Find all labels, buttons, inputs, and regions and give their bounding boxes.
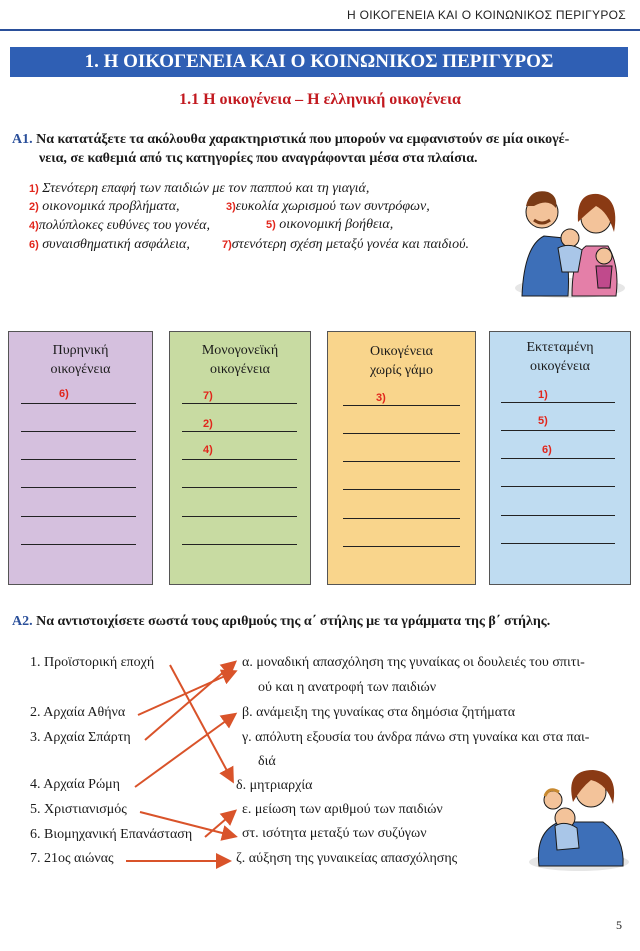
answer-text: 2) [203, 418, 213, 430]
column-b-item-c-cont: διά [258, 754, 276, 769]
item-number: 5) [266, 219, 276, 231]
item-text: συναισθηματική ασφάλεια, [42, 237, 190, 252]
column-a-item-2: 2. Αρχαία Αθήνα [30, 705, 126, 720]
section-title: 1.1 Η οικογένεια – Η ελληνική οικογένεια [179, 91, 461, 108]
column-a-item-6: 6. Βιομηχανική Επανάσταση [30, 827, 193, 842]
column-b-item-z: ζ. αύξηση της γυναικείας απασχόλησης [236, 851, 458, 866]
item-number: 6) [29, 239, 39, 251]
mother-child-illustration [525, 762, 633, 872]
answer-text: 4) [203, 444, 213, 456]
item-text: πολύπλοκες ευθύνες του γονέα, [38, 218, 210, 233]
answer-text: 3) [376, 392, 386, 404]
column-b-item-e: ε. μείωση των αριθμού των παιδιών [242, 802, 443, 817]
match-arrow-3-a [145, 663, 234, 740]
answer-text: 1) [538, 389, 548, 401]
item-text: οικονομική βοήθεια, [279, 217, 394, 232]
item-text: Στενότερη επαφή των παιδιών με τον παππού και τη γιαγιά, [42, 181, 370, 196]
box-title: Πυρηνική οικογένεια [50, 343, 111, 377]
item-text: ευκολία χωρισμού των συντρόφων, [235, 199, 430, 214]
column-a-item-4: 4. Αρχαία Ρώμη [30, 777, 120, 792]
exercise2-number: Α2. [12, 614, 33, 629]
box-title: Οικογένεια χωρίς γάμο [370, 344, 433, 378]
answer-text: 5) [538, 415, 548, 427]
column-b-item-a: α. μοναδική απασχόληση της γυναίκας οι δουλειές του σπιτι- [242, 655, 585, 670]
column-b-item-a-cont: ού και η ανατροφή των παιδιών [258, 680, 437, 695]
answer-text: 7) [203, 390, 213, 402]
exercise1-instruction-line2: νεια, σε καθεμιά από τις κατηγορίες που αναγράφονται μέσα στα πλαίσια. [39, 151, 478, 166]
column-a-item-1: 1. Προϊστορική εποχή [30, 655, 155, 670]
column-a-item-5: 5. Χριστιανισμός [30, 802, 127, 817]
column-a-item-3: 3. Αρχαία Σπάρτη [30, 730, 131, 745]
item-text: οικονομικά προβλήματα, [42, 199, 180, 214]
item-number: 4) [29, 220, 39, 232]
chapter-title: 1. Η ΟΙΚΟΓΕΝΕΙΑ ΚΑΙ Ο ΚΟΙΝΩΝΙΚΟΣ ΠΕΡΙΓΥΡΟΣ [10, 47, 628, 77]
answer-text: 6) [59, 388, 69, 400]
box-title: Μονογονεϊκή οικογένεια [201, 343, 279, 377]
item-number: 2) [29, 201, 39, 213]
column-b-item-st: στ. ισότητα μεταξύ των συζύγων [242, 826, 427, 841]
exercise1-instruction-line1: Να κατατάξετε τα ακόλουθα χαρακτηριστικά που μπορούν να εμφανιστούν σε μία οικογέ- [36, 132, 570, 147]
exercise1-number: Α1. [12, 132, 33, 147]
exercise2-instruction-text: Να αντιστοιχίσετε σωστά τους αριθμούς της α΄ στήλης με τα γράμματα της β΄ στήλης. [36, 614, 551, 629]
column-b-item-d: δ. μητριαρχία [236, 778, 313, 793]
answer-text: 6) [542, 444, 552, 456]
match-arrow-4-b [135, 715, 234, 787]
page-number: 5 [616, 918, 622, 932]
column-b-item-c: γ. απόλυτη εξουσία του άνδρα πάνω στη γυναίκα και στα παι- [242, 730, 590, 745]
item-number: 7) [222, 239, 232, 251]
running-header: Η ΟΙΚΟΓΕΝΕΙΑ ΚΑΙ Ο ΚΟΙΝΩΝΙΚΟΣ ΠΕΡΙΓΥΡΟΣ [346, 8, 626, 22]
box-title: Εκτεταμένη οικογένεια [526, 340, 594, 374]
item-number: 3) [226, 201, 236, 213]
column-a-item-7: 7. 21ος αιώνας [30, 851, 114, 866]
column-b-item-b: β. ανάμειξη της γυναίκας στα δημόσια ζητήματα [242, 705, 516, 720]
item-number: 1) [29, 183, 39, 195]
match-arrow-2-g [138, 672, 234, 715]
item-text: στενότερη σχέση μεταξύ γονέα και παιδιού. [231, 237, 470, 252]
